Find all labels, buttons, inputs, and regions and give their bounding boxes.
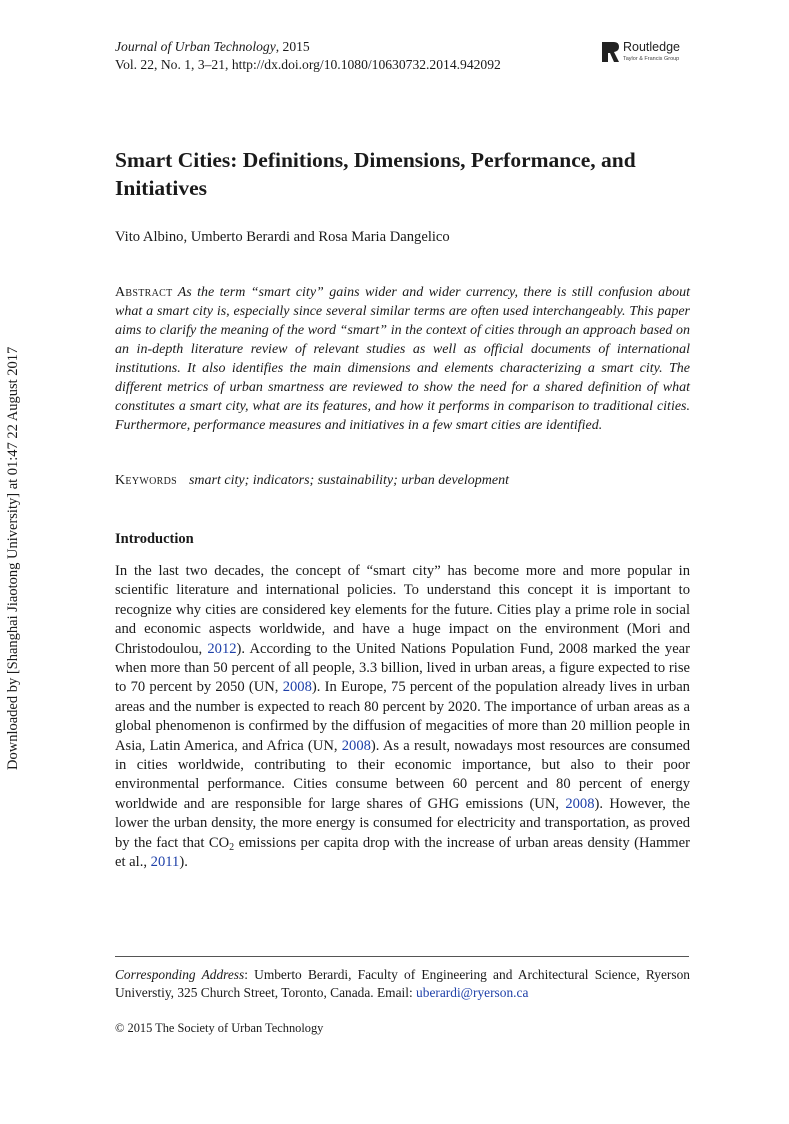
section-heading: Introduction <box>115 531 194 547</box>
journal-header <box>115 38 501 74</box>
email-link[interactable]: uberardi@ryerson.ca <box>416 985 529 1000</box>
citation-link[interactable]: 2008 <box>565 795 595 812</box>
footnote-text: : Umberto Berardi, Faculty of Engineering and Architectural Science, Ryerson Universtiy, 325 Church Street, Toronto, Canada. Email: <box>115 967 690 1000</box>
body-paragraph <box>115 562 690 873</box>
keywords-label: Keywords <box>115 473 177 488</box>
abstract-label: Abstract <box>115 285 173 300</box>
body-text: ). According to the United Nations Population Fund, 2008 marked the year when more than 50 percent of all people, 3.3 billion, lived in urban areas, a figure expected to rise to 70 percent by 2050 (UN, <box>115 640 691 696</box>
footnote-divider <box>115 956 689 957</box>
citation-link[interactable]: 2012 <box>207 640 237 657</box>
article-title: Smart Cities: Definitions, Dimensions, Performance, and Initiatives <box>115 148 636 200</box>
keywords-list: smart city; indicators; sustainability; urban development <box>188 473 509 488</box>
body-text: ). However, the lower the urban density, the more energy is consumed for electricity and transportation, as proved by the fact that CO <box>115 795 690 851</box>
journal-name: Journal of Urban Technology <box>115 39 276 54</box>
download-note: Downloaded by [Shanghai Jiaotong University] at 01:47 22 August 2017 <box>5 346 21 770</box>
abstract-text: As the term “smart city” gains wider and wider currency, there is still confusion about what a smart city is, especially since several similar terms are often used interchangeably. This paper aims to clarify the meaning of the word “smart” in the context of cities through an approach based on an in-depth literature review of relevant studies as well as official documents of international institutions. It also identifies the main dimensions and elements characterizing a smart city. The different metrics of urban smartness are reviewed to show the need for a shared definition of what constitutes a smart city, what are its features, and how it performs in comparison to traditional cities. Furthermore, performance measures and initiatives in a few smart cities are identified. <box>115 285 690 433</box>
routledge-logo-icon <box>601 40 621 64</box>
citation-link[interactable]: 2008 <box>282 679 312 696</box>
publisher-group: Taylor & Francis Group <box>623 56 680 62</box>
journal-volume-doi: Vol. 22, No. 1, 3–21, http://dx.doi.org/10.1080/10630732.2014.942092 <box>115 57 501 72</box>
copyright-notice: © 2015 The Society of Urban Technology <box>115 1021 324 1035</box>
publisher-name: Routledge <box>623 40 680 54</box>
body-text: ). In Europe, 75 percent of the population already lives in urban areas and the number is expected to reach 80 percent by 2020. The importance of urban areas as a global phenomenon is confirmed by the diffusion of megacities of more than 20 million people in Asia, Latin America, and Africa (UN, <box>115 679 690 754</box>
article-authors: Vito Albino, Umberto Berardi and Rosa Maria Dangelico <box>115 229 450 245</box>
body-text: ). As a result, nowadays most resources are consumed in cities worldwide, contributing to their economic importance, but also to their poor environmental performance. Cities consume between 60 percent and 80 percent of energy worldwide and are responsible for large shares of GHG emissions (UN, <box>115 737 690 812</box>
citation-link[interactable]: 2008 <box>341 737 371 754</box>
footnote-label: Corresponding Address <box>115 967 245 982</box>
subscript: 2 <box>229 841 235 853</box>
publisher-logo <box>601 40 701 66</box>
corresponding-address <box>115 966 690 1002</box>
keywords <box>115 473 690 489</box>
abstract <box>115 283 690 435</box>
citation-link[interactable]: 2011 <box>150 854 180 871</box>
journal-year: , 2015 <box>275 39 310 54</box>
body-text: emissions per capita drop with the increase of urban areas density (Hammer et al., <box>115 834 690 871</box>
body-text: ). <box>179 854 188 871</box>
body-text: In the last two decades, the concept of “smart city” has become more and more popular in scientific literature and international policies. To understand this concept it is important to recognize why cities are considered key elements for the future. Cities play a prime role in social and economic aspects worldwide, and have a huge impact on the environment (Mori and Christodoulou, <box>115 563 690 657</box>
